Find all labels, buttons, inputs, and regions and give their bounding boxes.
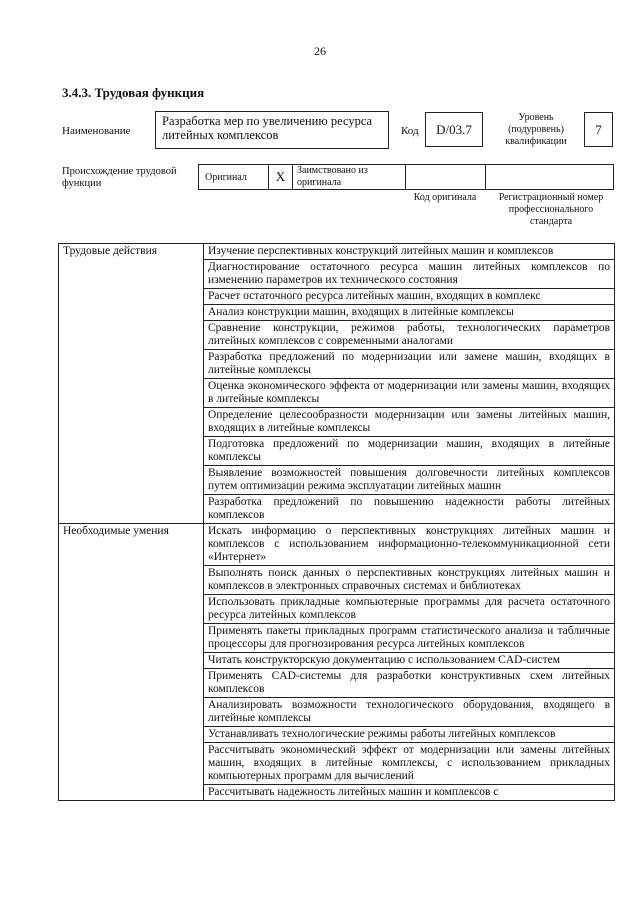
item-cell: Изучение перспективных конструкций литейных машин и комплексов — [204, 244, 615, 260]
table-row — [59, 437, 615, 466]
category-cell-empty — [59, 785, 204, 801]
name-label: Наименование — [62, 125, 131, 137]
table-row — [59, 379, 615, 408]
origin-row — [198, 164, 614, 190]
table-row — [59, 595, 615, 624]
item-cell: Применять пакеты прикладных программ статистического анализа и табличные процессоры для прогнозирования ресурса литейных комплексов — [204, 624, 615, 653]
item-cell: Расчет остаточного ресурса литейных машин, входящих в комплекс — [204, 289, 615, 305]
category-cell-empty — [59, 595, 204, 624]
category-cell-empty — [59, 698, 204, 727]
item-cell: Рассчитывать надежность литейных машин и комплексов с — [204, 785, 615, 801]
category-cell-empty — [59, 624, 204, 653]
function-title: Разработка мер по увеличению ресурса литейных комплексов — [155, 111, 389, 149]
category-cell-empty — [59, 669, 204, 698]
item-cell: Использовать прикладные компьютерные программы для расчета остаточного ресурса литейных комплексов — [204, 595, 615, 624]
category-cell-empty — [59, 350, 204, 379]
item-cell: Искать информацию о перспективных конструкциях литейных машин и комплексов с использованием информационно-телекоммуникационной сети «Интернет» — [204, 524, 615, 566]
category-cell-empty — [59, 743, 204, 785]
table-row — [59, 566, 615, 595]
origin-label: Происхождение трудовой функции — [62, 166, 177, 189]
table-row — [59, 785, 615, 801]
item-cell: Выявление возможностей повышения долговечности литейных комплексов путем оптимизации режима эксплуатации литейных машин — [204, 466, 615, 495]
category-cell-empty — [59, 495, 204, 524]
table-row — [59, 466, 615, 495]
reg-number-label: Регистрационный номер профессионального стандарта — [498, 192, 604, 227]
table-row — [59, 244, 615, 260]
table-row — [59, 698, 615, 727]
item-cell: Рассчитывать экономический эффект от модернизации или замены литейных машин, входящих в литейные комплексы, с использованием прикладных компьютерных программ для вычислений — [204, 743, 615, 785]
category-cell-empty — [59, 305, 204, 321]
item-cell: Подготовка предложений по модернизации машин, входящих в литейные комплексы — [204, 437, 615, 466]
code-label: Код — [401, 125, 419, 137]
original-label: Оригинал — [205, 172, 247, 183]
function-table — [58, 243, 615, 801]
item-cell: Разработка предложений по повышению надежности работы литейных комплексов — [204, 495, 615, 524]
reg-number-cell — [486, 165, 613, 189]
table-row — [59, 408, 615, 437]
original-mark: X — [269, 165, 293, 189]
category-cell-empty — [59, 408, 204, 437]
category-cell-empty — [59, 379, 204, 408]
original-code-cell — [406, 165, 486, 189]
category-cell-empty — [59, 466, 204, 495]
table-row — [59, 727, 615, 743]
section-title: 3.4.3. Трудовая функция — [62, 85, 205, 100]
level-label: Уровень (подуровень) квалификации — [505, 112, 567, 147]
qualification-level: 7 — [584, 112, 613, 147]
original-cell — [199, 165, 269, 189]
category-cell-empty — [59, 653, 204, 669]
borrowed-cell — [293, 165, 406, 189]
category-cell-empty — [59, 566, 204, 595]
item-cell: Анализировать возможности технологического оборудования, входящего в литейные комплексы — [204, 698, 615, 727]
item-cell: Устанавливать технологические режимы работы литейных комплексов — [204, 727, 615, 743]
borrowed-label: Заимствовано из оригинала — [297, 165, 368, 188]
category-cell-empty — [59, 727, 204, 743]
category-cell-empty — [59, 289, 204, 305]
table-row — [59, 624, 615, 653]
table-row — [59, 653, 615, 669]
original-code-label: Код оригинала — [413, 192, 477, 203]
item-cell: Анализ конструкции машин, входящих в литейные комплексы — [204, 305, 615, 321]
item-cell: Оценка экономического эффекта от модернизации или замены машин, входящих в литейные комплексы — [204, 379, 615, 408]
category-cell: Необходимые умения — [59, 524, 204, 566]
item-cell: Применять CAD-системы для разработки конструктивных схем литейных комплексов — [204, 669, 615, 698]
table-row — [59, 260, 615, 289]
item-cell: Выполнять поиск данных о перспективных конструкциях литейных машин и комплексов в электронных справочных системах и библиотеках — [204, 566, 615, 595]
page-number: 26 — [314, 44, 326, 58]
table-row — [59, 495, 615, 524]
category-cell-empty — [59, 260, 204, 289]
table-row — [59, 743, 615, 785]
table-row — [59, 524, 615, 566]
category-cell-empty — [59, 321, 204, 350]
category-cell: Трудовые действия — [59, 244, 204, 260]
function-code: D/03.7 — [425, 112, 483, 147]
item-cell: Разработка предложений по модернизации или замене машин, входящих в литейные комплексы — [204, 350, 615, 379]
item-cell: Диагностирование остаточного ресурса машин литейных комплексов по изменению параметров их технического состояния — [204, 260, 615, 289]
table-row — [59, 321, 615, 350]
item-cell: Сравнение конструкции, режимов работы, технологических параметров литейных комплексов с современными аналогами — [204, 321, 615, 350]
table-row — [59, 669, 615, 698]
category-cell-empty — [59, 437, 204, 466]
table-row — [59, 350, 615, 379]
item-cell: Определение целесообразности модернизации или замены литейных машин, входящих в литейные комплексы — [204, 408, 615, 437]
item-cell: Читать конструкторскую документацию с использованием CAD-систем — [204, 653, 615, 669]
table-row — [59, 289, 615, 305]
table-row — [59, 305, 615, 321]
